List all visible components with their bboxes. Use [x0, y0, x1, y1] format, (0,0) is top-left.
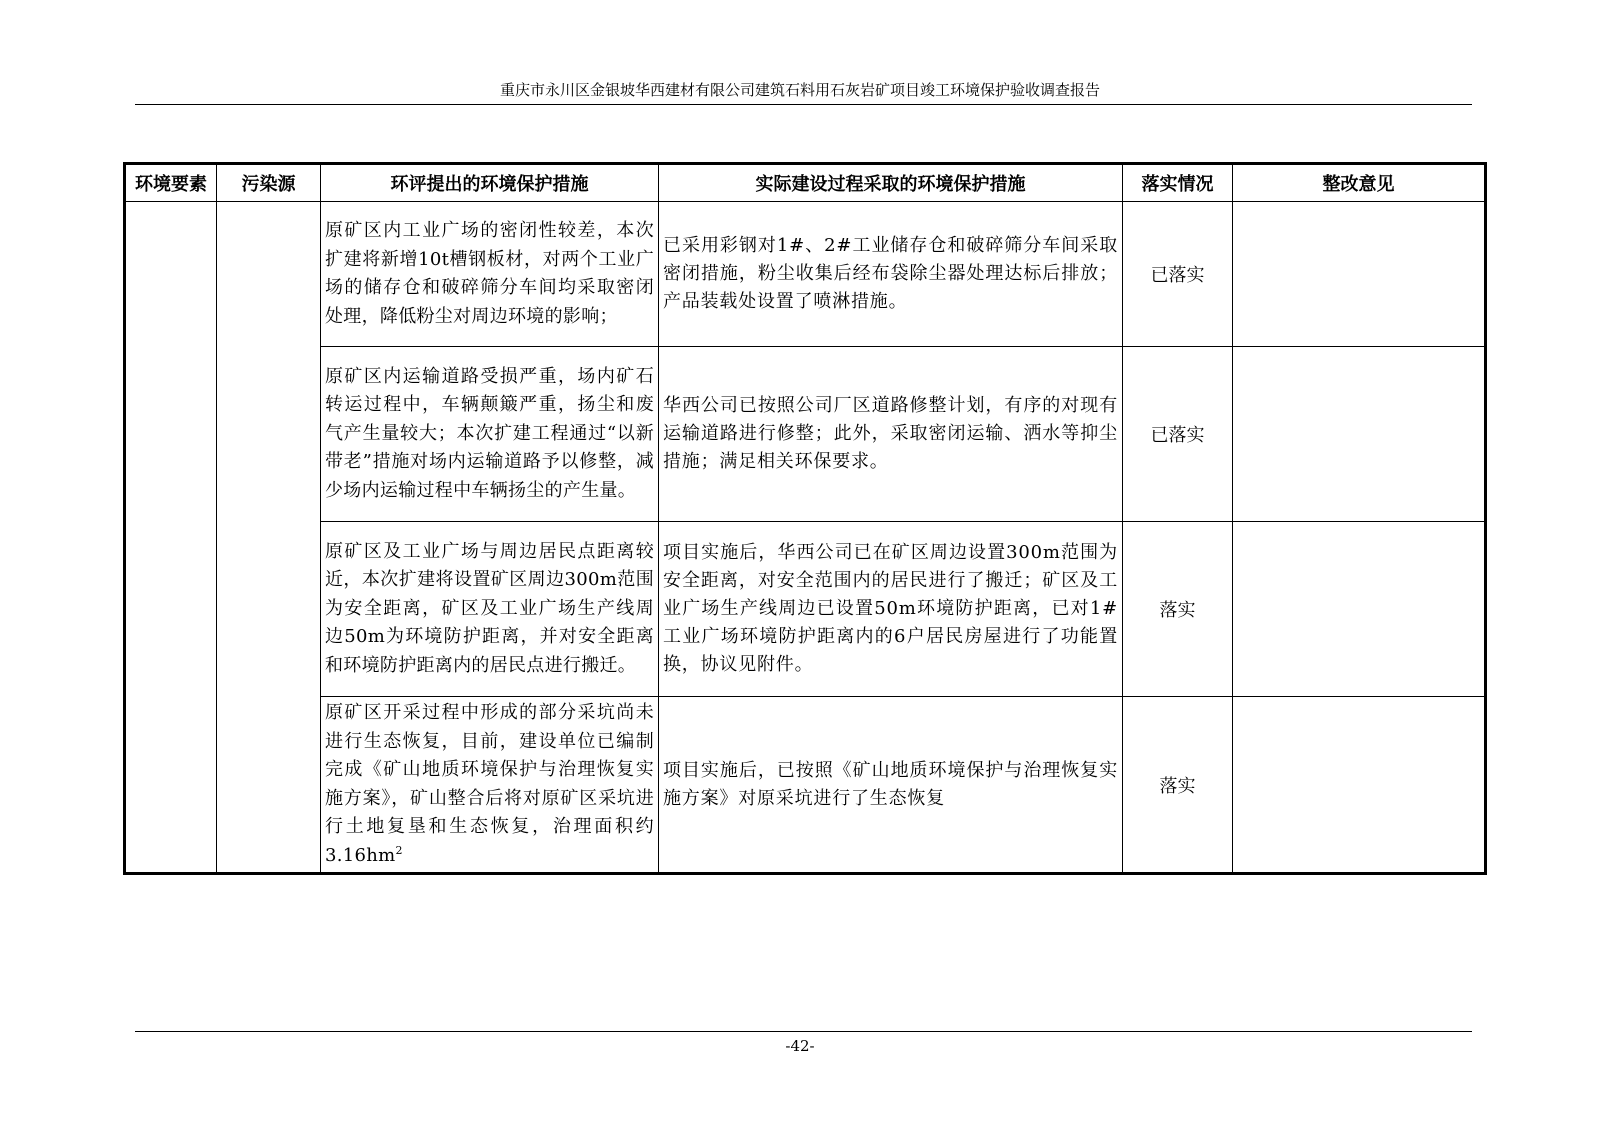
- column-header-actual-measures: 实际建设过程采取的环境保护措施: [659, 164, 1123, 202]
- table-header-row: [125, 164, 1486, 202]
- table-row: [125, 202, 1486, 347]
- eia-measure-text: 原矿区开采过程中形成的部分采坑尚未进行生态恢复，目前，建设单位已编制完成《矿山地质环境保护与治理恢复实施方案》，矿山整合后将对原矿区采坑进行土地复垦和生态恢复，治理面积约3.16hm: [325, 702, 654, 866]
- eia-measure-cell: 原矿区及工业广场与周边居民点距离较近，本次扩建将设置矿区周边300m范围为安全距离，矿区及工业广场生产线周边50m为环境防护距离，并对安全距离和环境防护距离内的居民点进行搬迁。: [321, 522, 659, 697]
- table-row: [125, 522, 1486, 697]
- status-cell: 已落实: [1123, 202, 1233, 347]
- table-row: [125, 347, 1486, 522]
- status-cell: 已落实: [1123, 347, 1233, 522]
- column-header-eia-measures: 环评提出的环境保护措施: [321, 164, 659, 202]
- suggestion-cell: [1233, 522, 1486, 697]
- status-cell: 落实: [1123, 697, 1233, 874]
- footer-divider: [135, 1031, 1472, 1032]
- suggestion-cell: [1233, 697, 1486, 874]
- measures-table: [123, 162, 1487, 875]
- column-header-status: 落实情况: [1123, 164, 1233, 202]
- status-cell: 落实: [1123, 522, 1233, 697]
- actual-measure-cell: 已采用彩钢对1#、2#工业储存仓和破碎筛分车间采取密闭措施，粉尘收集后经布袋除尘器处理达标后排放；产品装载处设置了喷淋措施。: [659, 202, 1123, 347]
- column-header-element: 环境要素: [125, 164, 217, 202]
- eia-measure-cell: 原矿区内工业广场的密闭性较差，本次扩建将新增10t槽钢板材，对两个工业广场的储存仓和破碎筛分车间均采取密闭处理，降低粉尘对周边环境的影响；: [321, 202, 659, 347]
- eia-measure-cell: [321, 697, 659, 874]
- column-header-suggestion: 整改意见: [1233, 164, 1486, 202]
- report-header-title: 重庆市永川区金银坡华西建材有限公司建筑石料用石灰岩矿项目竣工环境保护验收调查报告: [499, 81, 1100, 99]
- actual-measure-cell: 项目实施后，华西公司已在矿区周边设置300m范围为安全距离，对安全范围内的居民进行了搬迁；矿区及工业广场生产线周边已设置50m环境防护距离，已对1#工业广场环境防护距离内的6户居民房屋进行了功能置换，协议见附件。: [659, 522, 1123, 697]
- column-header-source: 污染源: [217, 164, 321, 202]
- header-divider: [135, 104, 1472, 105]
- pollution-source-cell: [217, 202, 321, 874]
- eia-measure-cell: 原矿区内运输道路受损严重，场内矿石转运过程中，车辆颠簸严重，扬尘和废气产生量较大；本次扩建工程通过“以新带老”措施对场内运输道路予以修整，减少场内运输过程中车辆扬尘的产生量。: [321, 347, 659, 522]
- page-number: -42-: [785, 1037, 815, 1055]
- suggestion-cell: [1233, 347, 1486, 522]
- actual-measure-cell: 项目实施后，已按照《矿山地质环境保护与治理恢复实施方案》对原采坑进行了生态恢复: [659, 697, 1123, 874]
- table-row: [125, 697, 1486, 874]
- area-unit-superscript: 2: [395, 843, 403, 857]
- actual-measure-cell: 华西公司已按照公司厂区道路修整计划，有序的对现有运输道路进行修整；此外，采取密闭运输、洒水等抑尘措施；满足相关环保要求。: [659, 347, 1123, 522]
- suggestion-cell: [1233, 202, 1486, 347]
- environment-element-cell: [125, 202, 217, 874]
